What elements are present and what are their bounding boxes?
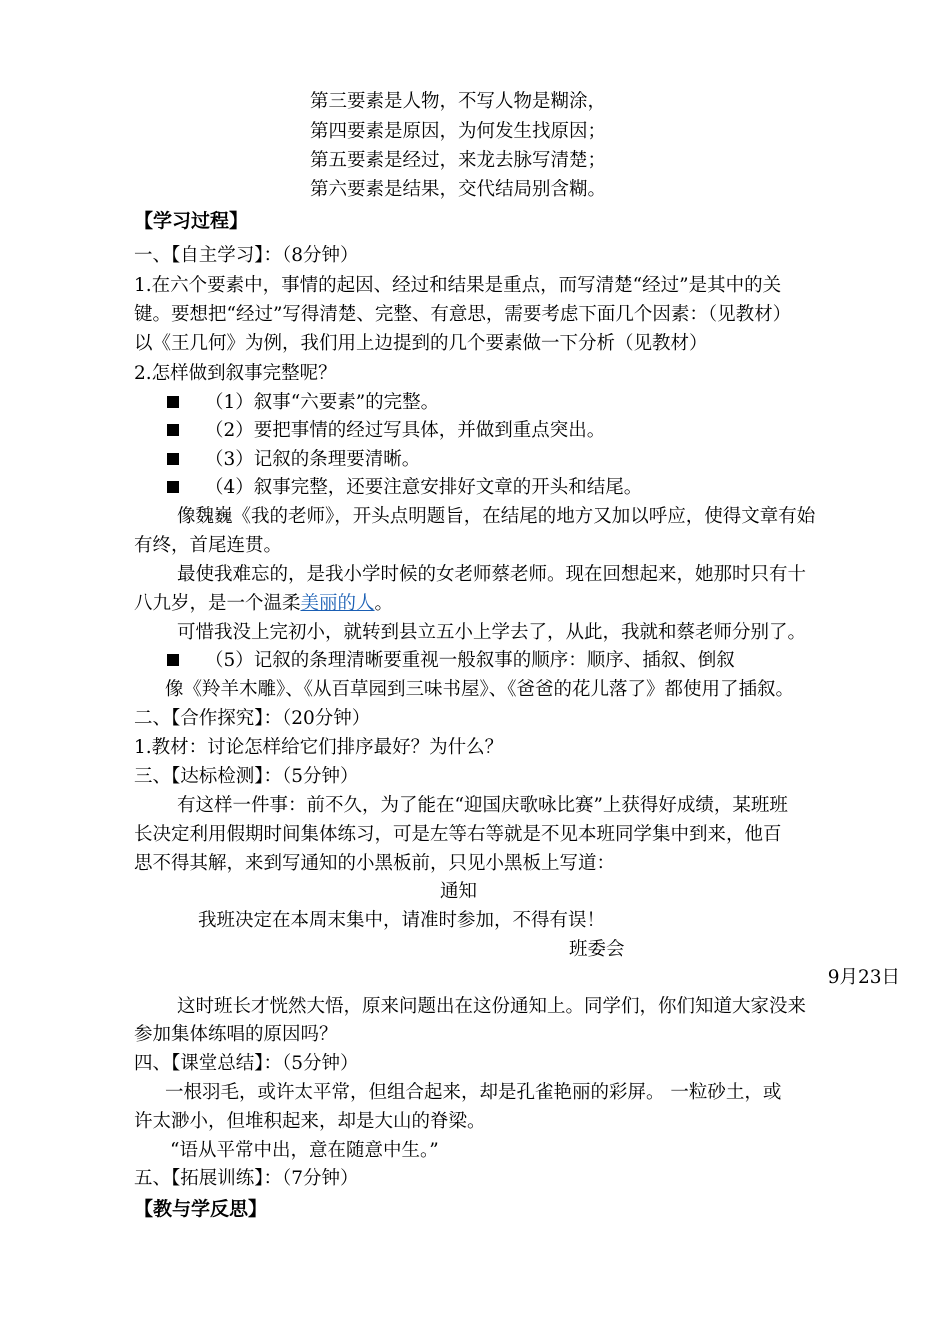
bullet-text: （2）要把事情的经过写具体，并做到重点突出。	[205, 420, 606, 441]
inline-link[interactable]: 美丽的人	[300, 593, 375, 614]
example-3: 可惜我没上完初小，就转到县立五小上学去了，从此，我就和蔡老师分别了。	[177, 622, 807, 643]
example-1-line-1: 像魏巍《我的老师》，开头点明题旨，在结尾的地方又加以呼应，使得文章有始	[177, 506, 816, 527]
notice-title: 通知	[440, 881, 478, 902]
section-3-heading: 三、【达标检测】：（5分钟）	[134, 766, 359, 787]
example-2-line-1: 最使我难忘的，是我小学时候的女老师蔡老师。现在回想起来，她那时只有十	[177, 564, 807, 585]
heading-learning-process: 【学习过程】	[134, 210, 249, 232]
section-1-heading: 一、【自主学习】：（8分钟）	[134, 245, 359, 266]
example-2-text: 八九岁，是一个温柔	[134, 593, 301, 614]
example-1-line-2: 有终，首尾连贯。	[134, 535, 283, 556]
story-line-3: 思不得其解，来到写通知的小黑板前，只见小黑板上写道：	[134, 853, 616, 874]
section-5-heading: 五、【拓展训练】：（7分钟）	[134, 1168, 359, 1189]
bullet-text: （4）叙事完整，还要注意安排好文章的开头和结尾。	[205, 477, 643, 498]
heading-reflection: 【教与学反思】	[134, 1198, 268, 1220]
poem-line-3: 第三要素是人物，不写人物是糊涂，	[310, 91, 607, 112]
square-bullet-icon	[167, 453, 179, 465]
quote: “语从平常中出，意在随意中生。”	[170, 1140, 439, 1161]
section-2-heading: 二、【合作探究】：（20分钟）	[134, 708, 371, 729]
poem-line-5: 第五要素是经过，来龙去脉写清楚；	[310, 150, 607, 171]
story-line-2: 长决定利用假期时间集体练习，可是左等右等就是不见本班同学集中到来，他百	[134, 824, 782, 845]
example-4: 像《羚羊木雕》、《从百草园到三味书屋》、《爸爸的花儿落了》都使用了插叙。	[165, 679, 795, 700]
summary-line-2: 许太渺小，但堆积起来，却是大山的脊梁。	[134, 1111, 486, 1132]
paragraph-1-line-3: 以《王几何》为例，我们用上边提到的几个要素做一下分析（见教材）	[134, 333, 708, 354]
example-2-line-2	[134, 589, 393, 619]
bullet-text: （5）记叙的条理清晰要重视一般叙事的顺序：顺序、插叙、倒叙	[205, 650, 735, 671]
paragraph-2: 2.怎样做到叙事完整呢？	[134, 363, 337, 384]
bullet-item-4	[167, 473, 642, 503]
bullet-item-3	[167, 445, 420, 475]
square-bullet-icon	[167, 654, 179, 666]
square-bullet-icon	[167, 424, 179, 436]
bullet-text: （1）叙事“六要素”的完整。	[205, 392, 440, 413]
story-end-line-2: 参加集体练唱的原因吗？	[134, 1024, 338, 1045]
poem-line-6: 第六要素是结果，交代结局别含糊。	[310, 179, 607, 200]
square-bullet-icon	[167, 396, 179, 408]
paragraph-1-line-1: 1.在六个要素中，事情的起因、经过和结果是重点，而写清楚“经过”是其中的关	[134, 275, 782, 296]
summary-line-1: 一根羽毛，或许太平常，但组合起来，却是孔雀艳丽的彩屏。 一粒砂土，或	[165, 1082, 782, 1103]
bullet-item-1	[167, 388, 439, 418]
story-end-line-1: 这时班长才恍然大悟，原来问题出在这份通知上。同学们，你们知道大家没来	[177, 996, 807, 1017]
notice-date: 9月23日	[827, 967, 900, 988]
bullet-item-5	[167, 646, 735, 676]
poem-line-4: 第四要素是原因，为何发生找原因；	[310, 121, 607, 142]
example-2-period: 。	[374, 593, 394, 614]
notice-body: 我班决定在本周末集中，请准时参加，不得有误！	[198, 910, 606, 931]
square-bullet-icon	[167, 481, 179, 493]
notice-signature: 班委会	[569, 939, 625, 960]
paragraph-1-line-2: 键。要想把“经过”写得清楚、完整、有意思，需要考虑下面几个因素：（见教材）	[134, 304, 792, 325]
section-2-question: 1.教材：讨论怎样给它们排序最好？为什么？	[134, 737, 504, 758]
bullet-text: （3）记叙的条理要清晰。	[205, 449, 421, 470]
section-4-heading: 四、【课堂总结】：（5分钟）	[134, 1053, 359, 1074]
story-line-1: 有这样一件事：前不久，为了能在“迎国庆歌咏比赛”上获得好成绩，某班班	[177, 795, 788, 816]
bullet-item-2	[167, 416, 605, 446]
